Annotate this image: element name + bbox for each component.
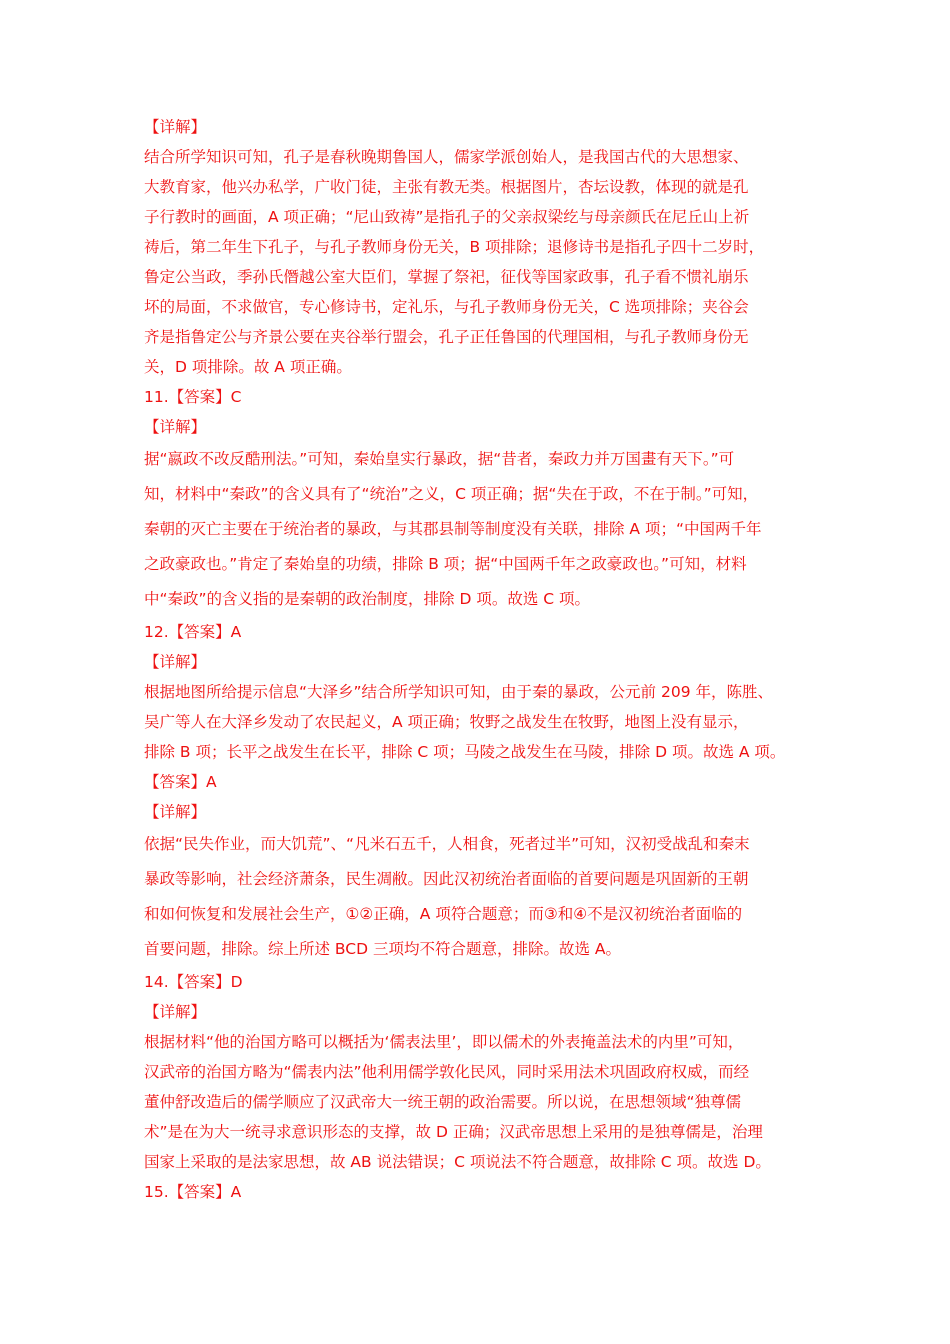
explanation-line: 术”是在为大一统寻求意识形态的支撑，故 D 正确；汉武帝思想上采用的是独尊儒是，治理 bbox=[144, 1123, 763, 1141]
explanation-line: 根据材料“他的治国方略可以概括为‘儒表法里’，即以儒术的外表掩盖法术的内里”可知， bbox=[144, 1033, 744, 1051]
explanation-line: 鲁定公当政，季孙氏僭越公室大臣们，掌握了祭祀，征伐等国家政事，孔子看不惯礼崩乐 bbox=[144, 268, 749, 286]
detail-heading: 【详解】 bbox=[144, 118, 207, 136]
explanation-line: 坏的局面，不求做官，专心修诗书，定礼乐，与孔子教师身份无关，C 选项排除；夹谷会 bbox=[144, 298, 749, 316]
answer-heading: 15.【答案】A bbox=[144, 1183, 242, 1201]
answer-block bbox=[144, 1177, 808, 1207]
answer-heading: 11.【答案】C bbox=[144, 388, 242, 406]
explanation-line: 吴广等人在大泽乡发动了农民起义，A 项正确；牧野之战发生在牧野，地图上没有显示， bbox=[144, 713, 749, 731]
detail-heading: 【详解】 bbox=[144, 803, 207, 821]
explanation-line: 依据“民失作业，而大饥荒”、“凡米石五千，人相食，死者过半”可知，汉初受战乱和秦末 bbox=[144, 835, 750, 853]
detail-heading: 【详解】 bbox=[144, 418, 207, 436]
explanation-line: 知，材料中“秦政”的含义具有了“统治”之义，C 项正确；据“失在于政，不在于制。”可知， bbox=[144, 485, 759, 503]
detail-heading: 【详解】 bbox=[144, 1003, 207, 1021]
explanation-line: 之政豪政也。”肯定了秦始皇的功绩，排除 B 项；据“中国两千年之政豪政也。”可知，材料 bbox=[144, 555, 747, 573]
explanation-line: 据“嬴政不改反酷刑法。”可知，秦始皇实行暴政，据“昔者，秦政力并万国畫有天下。”可 bbox=[144, 450, 735, 468]
explanation-line: 汉武帝的治国方略为“儒表内法”他利用儒学敦化民风，同时采用法术巩固政府权威，而经 bbox=[144, 1063, 750, 1081]
answer-block bbox=[144, 967, 808, 1177]
explanation-line: 排除 B 项；长平之战发生在长平，排除 C 项；马陵之战发生在马陵，排除 D 项。故选 A 项。 bbox=[144, 743, 786, 761]
explanation-line: 和如何恢复和发展社会生产，①②正确，A 项符合题意；而③和④不是汉初统治者面临的 bbox=[144, 905, 743, 923]
explanation-line: 祷后，第二年生下孔子，与孔子教师身份无关，B 项排除；退修诗书是指孔子四十二岁时， bbox=[144, 238, 765, 256]
explanation-line: 国家上采取的是法家思想，故 AB 说法错误；C 项说法不符合题意，故排除 C 项。故选 D。 bbox=[144, 1153, 771, 1171]
answer-block bbox=[144, 617, 808, 767]
explanation-line: 首要问题，排除。综上所述 BCD 三项均不符合题意，排除。故选 A。 bbox=[144, 940, 622, 958]
explanation-line: 齐是指鲁定公与齐景公要在夹谷举行盟会，孔子正任鲁国的代理国相，与孔子教师身份无 bbox=[144, 328, 749, 346]
explanation-line: 结合所学知识可知，孔子是春秋晚期鲁国人，儒家学派创始人，是我国古代的大思想家、 bbox=[144, 148, 749, 166]
explanation-line: 秦朝的灭亡主要在于统治者的暴政，与其郡县制等制度没有关联，排除 A 项；“中国两千年 bbox=[144, 520, 762, 538]
explanation-line: 根据地图所给提示信息“大泽乡”结合所学知识可知，由于秦的暴政，公元前 209 年，陈胜、 bbox=[144, 683, 774, 701]
explanation-line: 董仲舒改造后的儒学顺应了汉武帝大一统王朝的政治需要。所以说，在思想领域“独尊儒 bbox=[144, 1093, 742, 1111]
explanation-line: 暴政等影响，社会经济萧条，民生凋敝。因此汉初统治者面临的首要问题是巩固新的王朝 bbox=[144, 870, 749, 888]
answer-block bbox=[144, 767, 808, 967]
explanation-line: 关，D 项排除。故 A 项正确。 bbox=[144, 358, 352, 376]
answer-heading: 14.【答案】D bbox=[144, 973, 243, 991]
explanation-line: 中“秦政”的含义指的是秦朝的政治制度，排除 D 项。故选 C 项。 bbox=[144, 590, 591, 608]
answer-heading: 【答案】A bbox=[144, 773, 217, 791]
answer-explanations bbox=[144, 112, 808, 1207]
explanation-line: 大教育家，他兴办私学，广收门徒，主张有教无类。根据图片，杏坛设教，体现的就是孔 bbox=[144, 178, 749, 196]
answer-heading: 12.【答案】A bbox=[144, 623, 242, 641]
answer-block bbox=[144, 112, 808, 382]
detail-heading: 【详解】 bbox=[144, 653, 207, 671]
explanation-line: 子行教时的画面，A 项正确；“尼山致祷”是指孔子的父亲叔梁纥与母亲颜氏在尼丘山上祈 bbox=[144, 208, 750, 226]
answer-block bbox=[144, 382, 808, 617]
